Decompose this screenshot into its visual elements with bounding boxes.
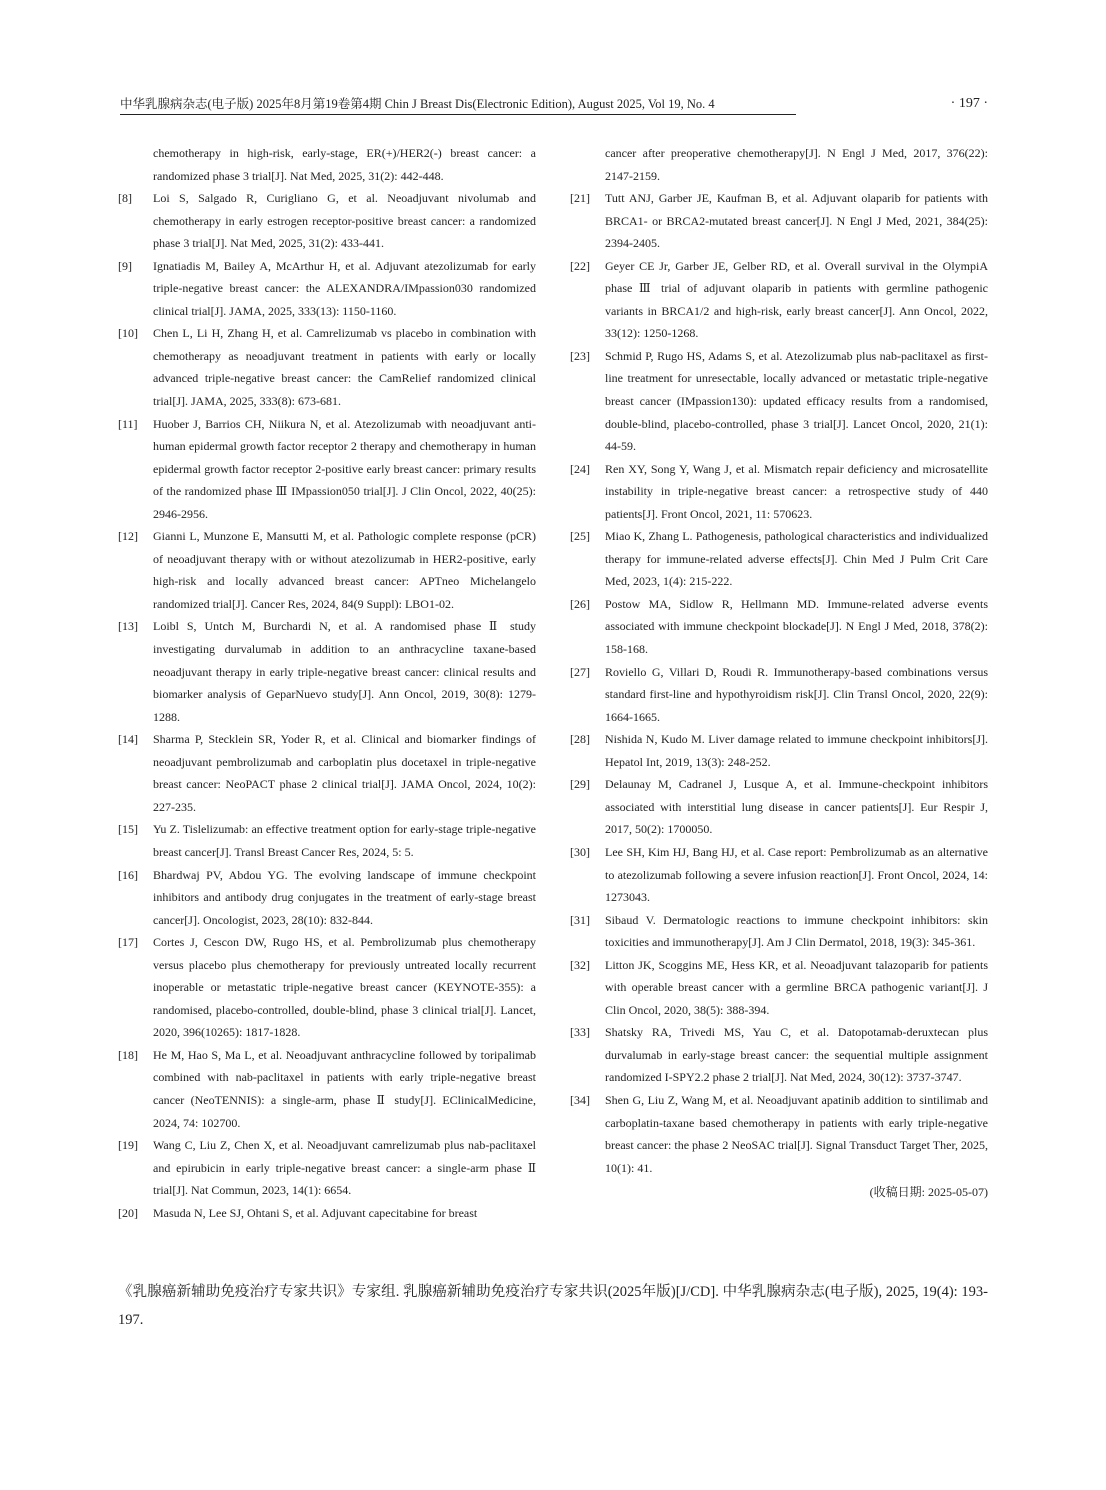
reference-item (118, 187, 536, 255)
reference-text: Loi S, Salgado R, Curigliano G, et al. Neoadjuvant nivolumab and chemotherapy in early estrogen receptor-positive breast cancer: a randomized phase 3 trial[J]. Nat Med, 2025, 31(2): 433-441. (153, 191, 536, 251)
reference-number: [11] (118, 416, 138, 431)
reference-text: Delaunay M, Cadranel J, Lusque A, et al. Immune-checkpoint inhibitors associated with interstitial lung disease in cancer patients[J]. Eur Respir J, 2017, 50(2): 1700050. (605, 777, 988, 837)
reference-number: [33] (570, 1025, 590, 1040)
reference-item (118, 1044, 536, 1134)
reference-text: Roviello G, Villari D, Roudi R. Immunotherapy-based combinations versus standard first-line and hypothyroidism risk[J]. Clin Transl Oncol, 2020, 22(9): 1664-1665. (605, 664, 988, 724)
reference-text: Ren XY, Song Y, Wang J, et al. Mismatch repair deficiency and microsatellite instability in triple-negative breast cancer: a retrospective study of 440 patients[J]. Front Oncol, 2021, 11: 570623. (605, 461, 988, 521)
reference-item (570, 593, 988, 661)
reference-item (118, 728, 536, 818)
reference-number: [34] (570, 1092, 590, 1107)
reference-number: [13] (118, 619, 138, 634)
reference-item (118, 322, 536, 412)
reference-number: [23] (570, 348, 590, 363)
reference-text: Litton JK, Scoggins ME, Hess KR, et al. Neoadjuvant talazoparib for patients with operable breast cancer with a germline BRCA pathogenic variant[J]. J Clin Oncol, 2020, 38(5): 388-394. (605, 957, 988, 1017)
reference-item (118, 931, 536, 1044)
reference-number: [31] (570, 912, 590, 927)
reference-item (570, 1089, 988, 1179)
reference-item (118, 1202, 536, 1225)
reference-number: [24] (570, 461, 590, 476)
reference-item (570, 954, 988, 1022)
reference-item (570, 909, 988, 954)
reference-item (118, 864, 536, 932)
reference-number: [29] (570, 777, 590, 792)
reference-item (118, 255, 536, 323)
reference-text: Schmid P, Rugo HS, Adams S, et al. Atezolizumab plus nab-paclitaxel as first-line treatment for unresectable, locally advanced or metastatic triple-negative breast cancer (IMpassion130): updated efficacy results from a randomised, double-blind, placebo-controlled, phase 3 trial[J]. Lancet Oncol, 2020, 21(1): 44-59. (605, 348, 988, 454)
reference-text: Nishida N, Kudo M. Liver damage related to immune checkpoint inhibitors[J]. Hepatol Int, 2019, 13(3): 248-252. (605, 732, 988, 769)
reference-text: Chen L, Li H, Zhang H, et al. Camrelizumab vs placebo in combination with chemotherapy as neoadjuvant treatment in patients with early or locally advanced triple-negative breast cancer: the CamRelief randomized clinical trial[J]. JAMA, 2025, 333(8): 673-681. (153, 326, 536, 409)
reference-continuation: chemotherapy in high-risk, early-stage, ER(+)/HER2(-) breast cancer: a randomized phase 3 trial[J]. Nat Med, 2025, 31(2): 442-448. (153, 146, 536, 183)
reference-text: Shen G, Liu Z, Wang M, et al. Neoadjuvant apatinib addition to sintilimab and carboplatin-taxane based chemotherapy in patients with early triple-negative breast cancer: the phase 2 NeoSAC trial[J]. Signal Transduct Target Ther, 2025, 10(1): 41. (605, 1092, 988, 1175)
reference-item (570, 661, 988, 729)
reference-text: Tutt ANJ, Garber JE, Kaufman B, et al. Adjuvant olaparib for patients with BRCA1- or BRCA2-mutated breast cancer[J]. N Engl J Med, 2021, 384(25): 2394-2405. (605, 191, 988, 251)
reference-number: [26] (570, 596, 590, 611)
journal-info: 中华乳腺病杂志(电子版) 2025年8月第19卷第4期 Chin J Breast Dis(Electronic Edition), August 2025, Vol 19, No. 4 (120, 97, 715, 111)
reference-number: [14] (118, 732, 138, 747)
reference-number: [21] (570, 191, 590, 206)
reference-item (570, 525, 988, 593)
left-column (118, 142, 536, 1224)
reference-text: Cortes J, Cescon DW, Rugo HS, et al. Pembrolizumab plus chemotherapy versus placebo plus chemotherapy for previously untreated locally recurrent inoperable or metastatic triple-negative breast cancer (KEYNOTE-355): a randomised, placebo-controlled, double-blind, phase 3 clinical trial[J]. Lancet, 2020, 396(10265): 1817-1828. (153, 935, 536, 1040)
reference-number: [27] (570, 664, 590, 679)
reference-item (570, 458, 988, 526)
right-reference-list (570, 187, 988, 1179)
reference-item (570, 1021, 988, 1089)
reference-number: [8] (118, 191, 132, 206)
reference-text: Bhardwaj PV, Abdou YG. The evolving landscape of immune checkpoint inhibitors and antibody drug conjugates in the treatment of early-stage breast cancer[J]. Oncologist, 2023, 28(10): 832-844. (153, 867, 536, 927)
reference-text: Ignatiadis M, Bailey A, McArthur H, et al. Adjuvant atezolizumab for early triple-negative breast cancer: the ALEXANDRA/IMpassion030 randomized clinical trial[J]. JAMA, 2025, 333(13): 1150-1160. (153, 258, 536, 318)
reference-item (118, 615, 536, 728)
reference-number: [19] (118, 1138, 138, 1153)
received-date: (收稿日期: 2025-05-07) (869, 1185, 988, 1200)
reference-item (118, 818, 536, 863)
reference-item (570, 773, 988, 841)
header-rule (120, 114, 796, 115)
reference-number: [12] (118, 529, 138, 544)
reference-number: [22] (570, 258, 590, 273)
reference-number: [20] (118, 1205, 138, 1220)
reference-text: Huober J, Barrios CH, Niikura N, et al. Atezolizumab with neoadjuvant anti-human epidermal growth factor receptor 2 therapy and chemotherapy in human epidermal growth factor receptor 2-positive early breast cancer: primary results of the randomized phase Ⅲ IMpassion050 trial[J]. J Clin Oncol, 2022, 40(25): 2946-2956. (153, 416, 536, 521)
reference-item (570, 345, 988, 458)
citation-note: 《乳腺癌新辅助免疫治疗专家共识》专家组. 乳腺癌新辅助免疫治疗专家共识(2025年版)[J/CD]. 中华乳腺病杂志(电子版), 2025, 19(4): 193-197. (118, 1284, 988, 1328)
reference-number: [25] (570, 529, 590, 544)
reference-item (118, 525, 536, 615)
reference-item (570, 728, 988, 773)
reference-text: Yu Z. Tislelizumab: an effective treatment option for early-stage triple-negative breast cancer[J]. Transl Breast Cancer Res, 2024, 5: 5. (153, 822, 536, 859)
reference-text: Postow MA, Sidlow R, Hellmann MD. Immune-related adverse events associated with immune checkpoint blockade[J]. N Engl J Med, 2018, 378(2): 158-168. (605, 596, 988, 657)
reference-text: Miao K, Zhang L. Pathogenesis, pathological characteristics and individualized therapy for immune-related adverse effects[J]. Chin Med J Pulm Crit Care Med, 2023, 1(4): 215-222. (605, 529, 988, 589)
reference-text: Sharma P, Stecklein SR, Yoder R, et al. Clinical and biomarker findings of neoadjuvant pembrolizumab and carboplatin plus docetaxel in triple-negative breast cancer: NeoPACT phase 2 clinical trial[J]. JAMA Oncol, 2024, 10(2): 227-235. (153, 732, 536, 814)
reference-number: [15] (118, 822, 138, 837)
reference-number: [28] (570, 732, 590, 747)
page-number: · 197 · (950, 96, 988, 111)
reference-number: [10] (118, 326, 138, 341)
reference-text: Sibaud V. Dermatologic reactions to immune checkpoint inhibitors: skin toxicities and immunotherapy[J]. Am J Clin Dermatol, 2018, 19(3): 345-361. (605, 912, 988, 950)
reference-text: Wang C, Liu Z, Chen X, et al. Neoadjuvant camrelizumab plus nab-paclitaxel and epirubicin in early triple-negative breast cancer: a single-arm phase Ⅱ trial[J]. Nat Commun, 2023, 14(1): 6654. (153, 1138, 536, 1198)
reference-text: Masuda N, Lee SJ, Ohtani S, et al. Adjuvant capecitabine for breast (153, 1205, 478, 1220)
reference-text: He M, Hao S, Ma L, et al. Neoadjuvant anthracycline followed by toripalimab combined with nab-paclitaxel in patients with early triple-negative breast cancer (NeoTENNIS): a single-arm, phase Ⅱ study[J]. EClinicalMedicine, 2024, 74: 102700. (153, 1047, 536, 1130)
reference-number: [18] (118, 1047, 138, 1062)
reference-text: Geyer CE Jr, Garber JE, Gelber RD, et al. Overall survival in the OlympiA phase Ⅲ trial of adjuvant olaparib in patients with germline pathogenic variants in BRCA1/2 and high-risk, early breast cancer[J]. Ann Oncol, 2022, 33(12): 1250-1268. (605, 258, 988, 341)
left-reference-list (118, 187, 536, 1224)
running-header (120, 94, 988, 114)
reference-item (570, 841, 988, 909)
reference-text: Gianni L, Munzone E, Mansutti M, et al. Pathologic complete response (pCR) of neoadjuvant therapy with or without atezolizumab in HER2-positive, early high-risk and locally advanced breast cancer: APTneo Michelangelo randomized trial[J]. Cancer Res, 2024, 84(9 Suppl): LBO1-02. (153, 529, 536, 611)
reference-item (118, 413, 536, 526)
reference-text: Loibl S, Untch M, Burchardi N, et al. A randomised phase Ⅱ study investigating durvalumab in addition to an anthracycline taxane-based neoadjuvant therapy in early triple-negative breast cancer: clinical results and biomarker analysis of GeparNuevo study[J]. Ann Oncol, 2019, 30(8): 1279-1288. (153, 619, 536, 724)
reference-number: [17] (118, 935, 138, 950)
reference-number: [30] (570, 844, 590, 859)
reference-number: [32] (570, 957, 590, 972)
reference-number: [9] (118, 258, 132, 273)
reference-text: Shatsky RA, Trivedi MS, Yau C, et al. Datopotamab-deruxtecan plus durvalumab in early-stage breast cancer: the sequential multiple assignment randomized I-SPY2.2 phase 2 trial[J]. Nat Med, 2024, 30(12): 3737-3747. (605, 1025, 988, 1085)
reference-continuation: cancer after preoperative chemotherapy[J]. N Engl J Med, 2017, 376(22): 2147-2159. (605, 146, 988, 183)
reference-item (118, 1134, 536, 1202)
reference-number: [16] (118, 867, 138, 882)
reference-item (570, 255, 988, 345)
right-column (570, 142, 988, 1204)
reference-text: Lee SH, Kim HJ, Bang HJ, et al. Case report: Pembrolizumab as an alternative to atezolizumab following a severe infusion reaction[J]. Front Oncol, 2024, 14: 1273043. (605, 844, 988, 905)
reference-item (570, 187, 988, 255)
